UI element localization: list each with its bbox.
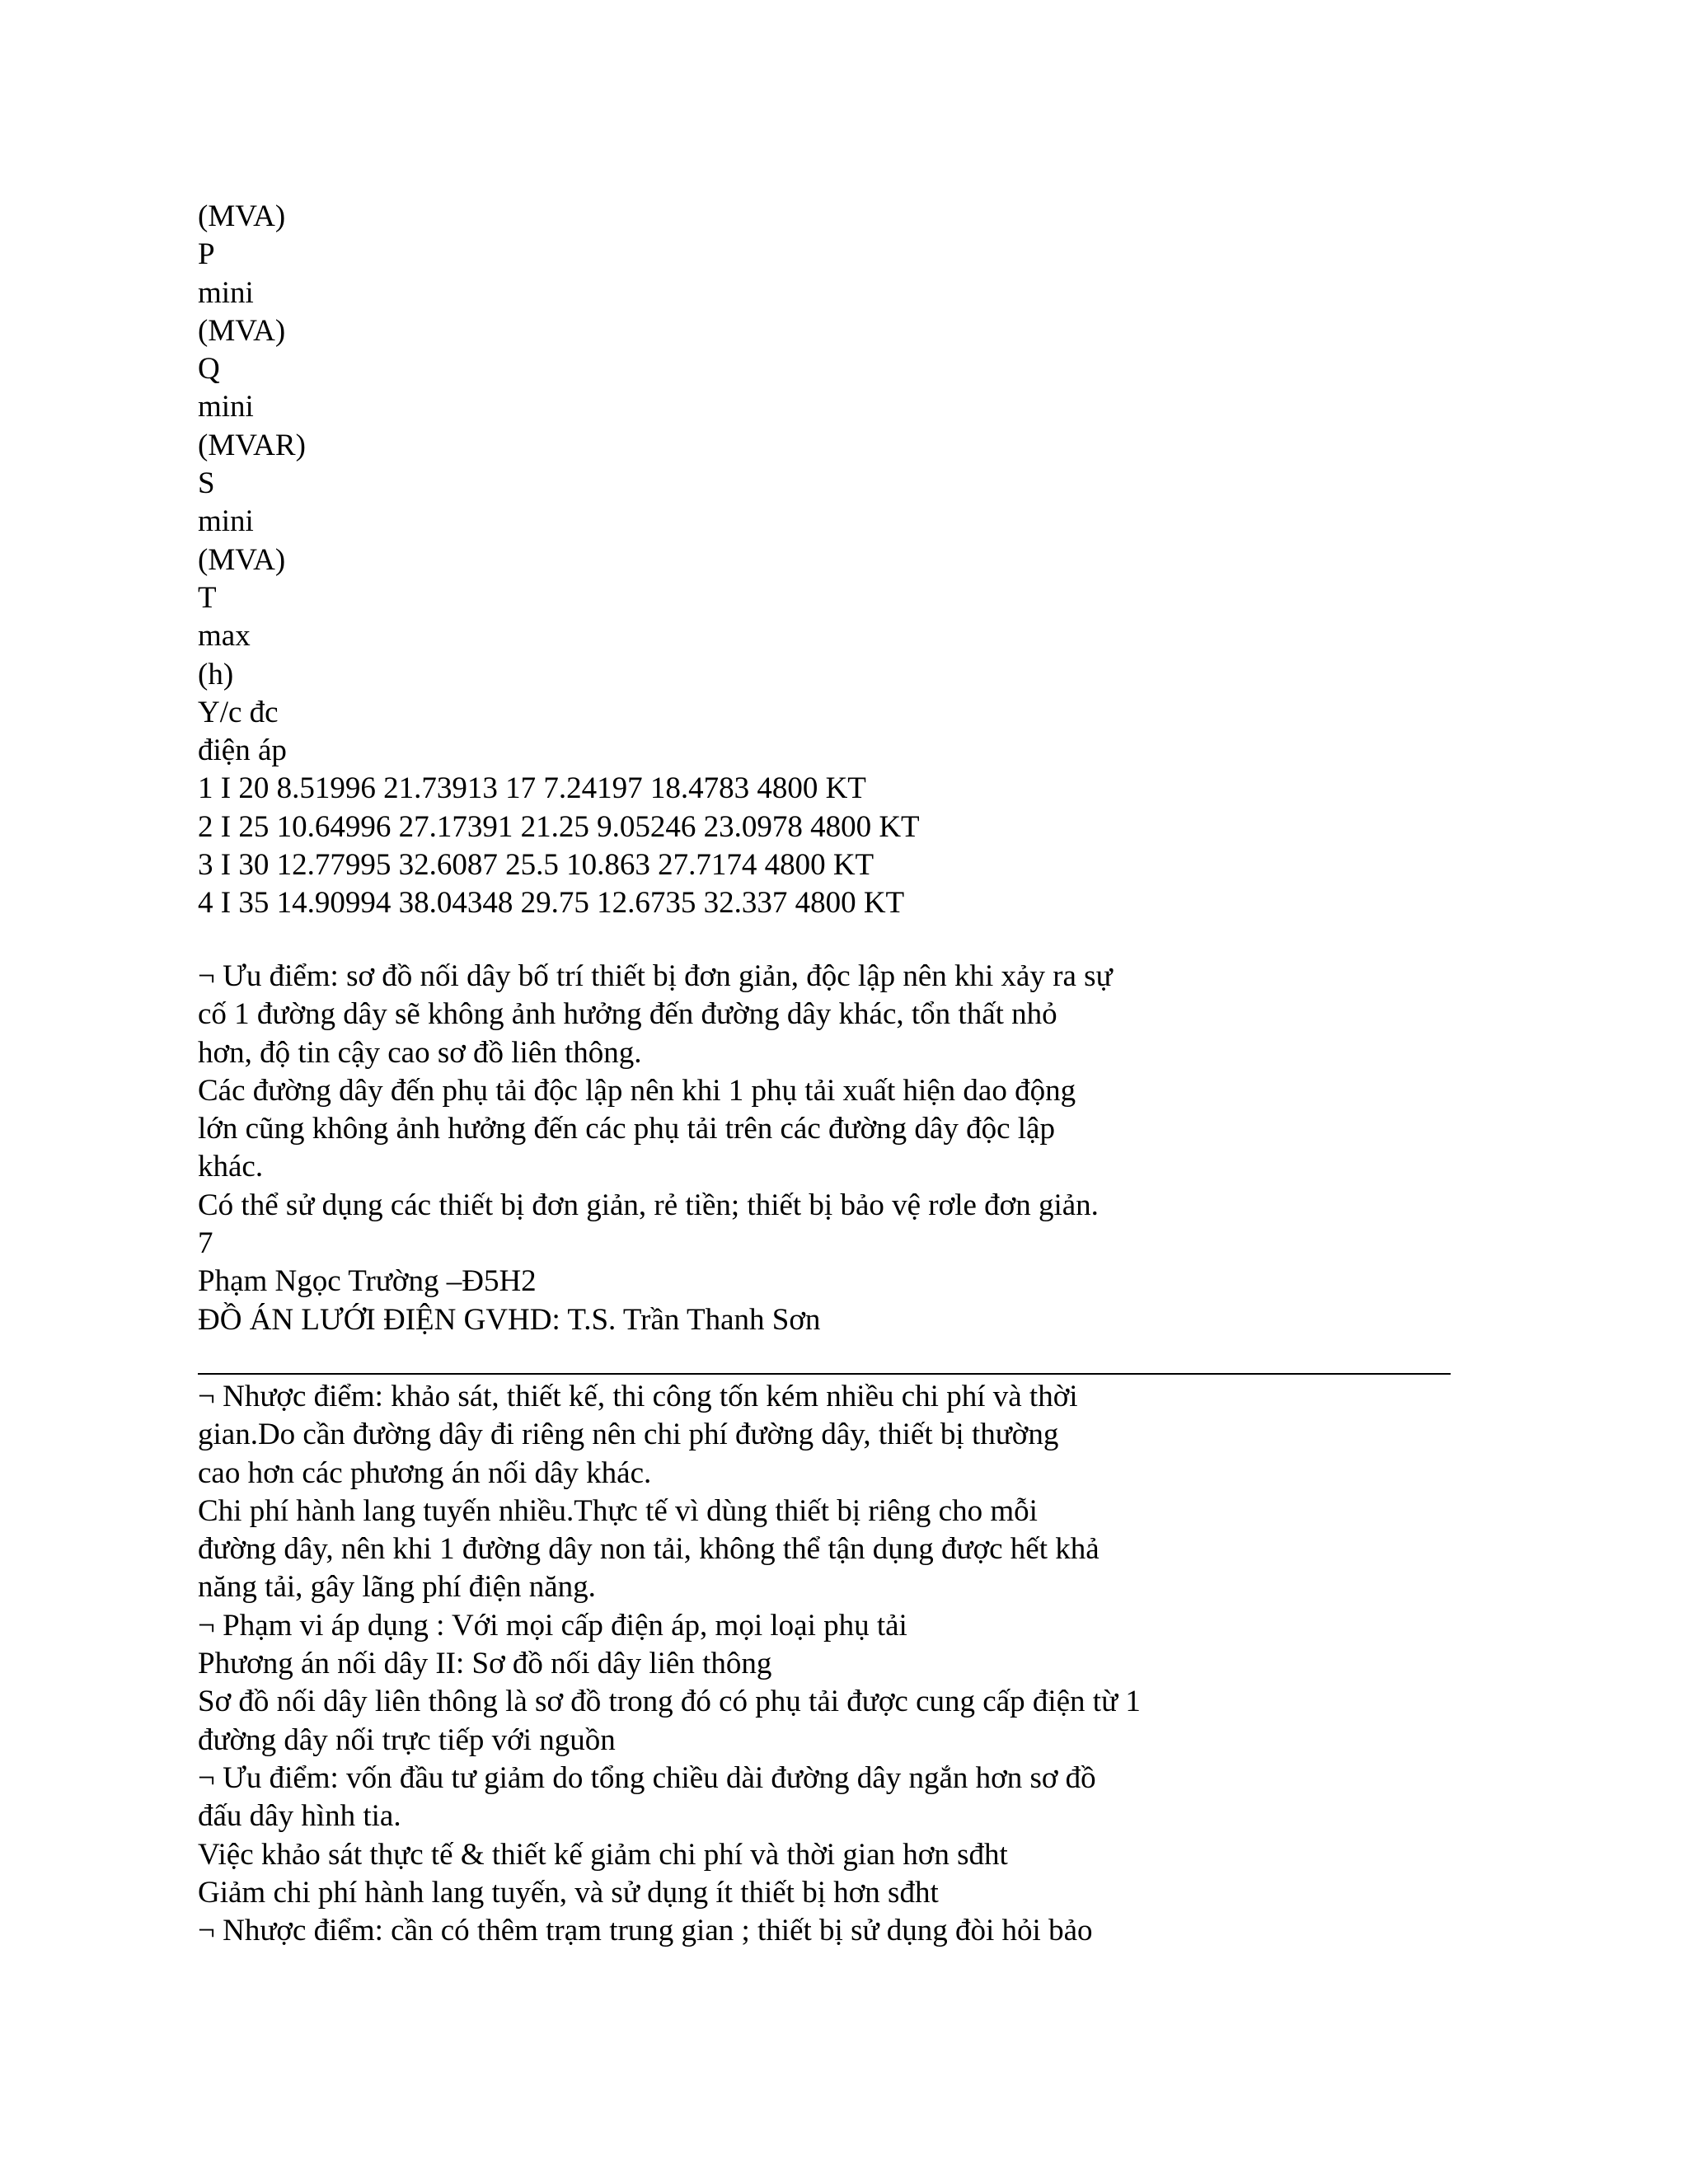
- table-header-cell: mini: [198, 390, 254, 424]
- table-header-cell: P: [198, 237, 215, 272]
- table-row: 3 I 30 12.77995 32.6087 25.5 10.863 27.7174 4800 KT: [198, 848, 874, 883]
- table-row: 1 I 20 8.51996 21.73913 17 7.24197 18.4783 4800 KT: [198, 771, 866, 806]
- page-number: 7: [198, 1226, 213, 1261]
- table-header-cell: điện áp: [198, 733, 287, 768]
- paragraph-line: đường dây nối trực tiếp với nguồn: [198, 1722, 616, 1757]
- table-header-cell: (MVA): [198, 199, 286, 233]
- load-table-block: [198, 198, 1467, 923]
- paragraph-line: ¬ Ưu điểm: sơ đồ nối dây bố trí thiết bị đơn giản, độc lập nên khi xảy ra sự: [198, 959, 1113, 993]
- table-header-cell: max: [198, 619, 251, 654]
- paragraph-line: Có thể sử dụng các thiết bị đơn giản, rẻ tiền; thiết bị bảo vệ rơle đơn giản.: [198, 1188, 1099, 1222]
- table-header-cell: (MVAR): [198, 428, 306, 462]
- paragraph-line: khác.: [198, 1150, 264, 1184]
- paragraph-line: Việc khảo sát thực tế & thiết kế giảm chi phí và thời gian hơn sđht: [198, 1837, 1008, 1872]
- paragraph-line: ¬ Phạm vi áp dụng : Với mọi cấp điện áp, mọi loại phụ tải: [198, 1608, 907, 1643]
- paragraph-line: ¬ Nhược điểm: cần có thêm trạm trung gian ; thiết bị sử dụng đòi hỏi bảo: [198, 1914, 1093, 1948]
- paragraph-line: Giảm chi phí hành lang tuyến, và sử dụng ít thiết bị hơn sđht: [198, 1875, 939, 1910]
- header-divider: [198, 1373, 1451, 1375]
- paragraph-line: Chi phí hành lang tuyến nhiều.Thực tế vì dùng thiết bị riêng cho mỗi: [198, 1493, 1038, 1528]
- table-header-cell: S: [198, 466, 215, 501]
- paragraph-line: cố 1 đường dây sẽ không ảnh hưởng đến đường dây khác, tổn thất nhỏ: [198, 997, 1057, 1032]
- table-header-cell: (MVA): [198, 313, 286, 348]
- paragraph-line: ¬ Nhược điểm: khảo sát, thiết kế, thi công tốn kém nhiều chi phí và thời: [198, 1380, 1078, 1413]
- paragraph-line: lớn cũng không ảnh hưởng đến các phụ tải trên các đường dây độc lập: [198, 1112, 1055, 1146]
- table-row: 2 I 25 10.64996 27.17391 21.25 9.05246 23.0978 4800 KT: [198, 809, 920, 844]
- table-row: 4 I 35 14.90994 38.04348 29.75 12.6735 32.337 4800 KT: [198, 886, 905, 921]
- section-heading: Phương án nối dây II: Sơ đồ nối dây liên thông: [198, 1647, 772, 1681]
- table-header-cell: (MVA): [198, 542, 286, 577]
- paragraph-line: Các đường dây đến phụ tải độc lập nên khi 1 phụ tải xuất hiện dao động: [198, 1073, 1076, 1108]
- paragraph-line: đấu dây hình tia.: [198, 1799, 401, 1834]
- table-header-cell: mini: [198, 504, 254, 539]
- paragraph-line: Sơ đồ nối dây liên thông là sơ đồ trong đó có phụ tải được cung cấp điện từ 1: [198, 1685, 1141, 1719]
- table-header-cell: (h): [198, 657, 234, 691]
- author-line: Phạm Ngọc Trường –Đ5H2: [198, 1264, 537, 1299]
- paragraph-line: gian.Do cần đường dây đi riêng nên chi phí đường dây, thiết bị thường: [198, 1418, 1059, 1452]
- disadvantages-section: [198, 1378, 1467, 1950]
- table-header-cell: Q: [198, 352, 220, 387]
- paragraph-line: ¬ Ưu điểm: vốn đầu tư giảm do tổng chiều dài đường dây ngắn hơn sơ đồ: [198, 1760, 1096, 1795]
- paragraph-line: đường dây, nên khi 1 đường dây non tải, không thể tận dụng được hết khả: [198, 1532, 1100, 1567]
- paragraph-line: cao hơn các phương án nối dây khác.: [198, 1455, 652, 1490]
- table-header-cell: mini: [198, 275, 254, 310]
- advantages-section: [198, 958, 1467, 1339]
- table-header-cell: Y/c đc: [198, 695, 279, 729]
- paragraph-line: hơn, độ tin cậy cao sơ đồ liên thông.: [198, 1035, 642, 1070]
- paragraph-line: năng tải, gây lãng phí điện năng.: [198, 1570, 596, 1605]
- table-header-cell: T: [198, 580, 217, 615]
- running-header: ĐỒ ÁN LƯỚI ĐIỆN GVHD: T.S. Trần Thanh Sơn: [198, 1302, 821, 1337]
